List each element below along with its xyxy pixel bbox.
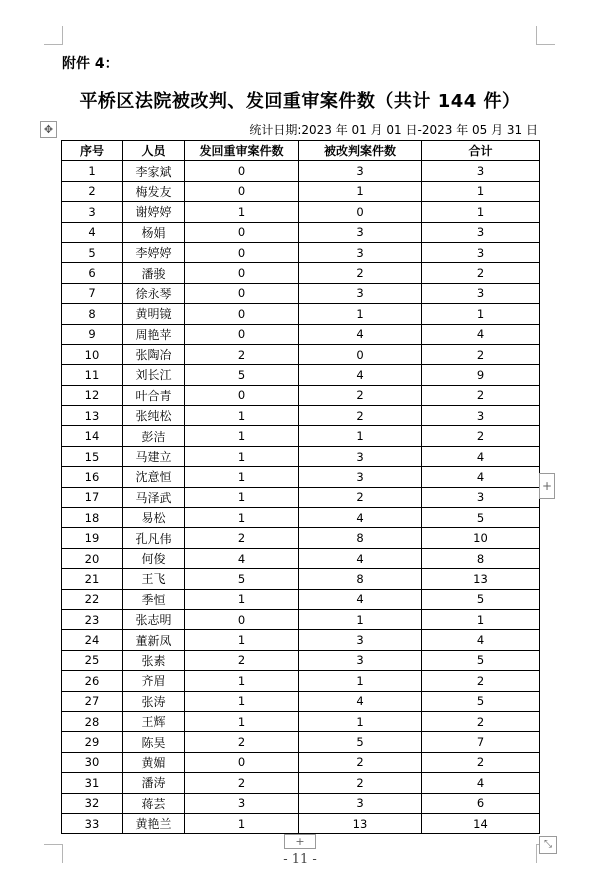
header-person: 人员 — [123, 141, 185, 161]
cell-person-name: 张陶冶 — [123, 344, 185, 364]
cell-remanded-count: 1 — [185, 426, 299, 446]
cell-person-name: 李家斌 — [123, 161, 185, 181]
cell-revised-count: 2 — [299, 385, 422, 405]
cell-remanded-count: 0 — [185, 283, 299, 303]
cell-serial-number: 20 — [62, 548, 123, 568]
cell-total: 2 — [422, 344, 540, 364]
crop-mark-top-left — [44, 26, 63, 45]
cell-remanded-count: 2 — [185, 773, 299, 793]
cell-serial-number: 15 — [62, 446, 123, 466]
cell-revised-count: 3 — [299, 161, 422, 181]
cell-remanded-count: 0 — [185, 324, 299, 344]
cell-revised-count: 3 — [299, 467, 422, 487]
cell-total: 5 — [422, 691, 540, 711]
table-move-handle-icon[interactable]: ✥ — [40, 121, 57, 138]
cell-person-name: 沈意恒 — [123, 467, 185, 487]
cell-total: 3 — [422, 487, 540, 507]
cell-revised-count: 0 — [299, 202, 422, 222]
cell-person-name: 季恒 — [123, 589, 185, 609]
cell-total: 4 — [422, 467, 540, 487]
table-row — [62, 202, 540, 222]
cell-remanded-count: 1 — [185, 589, 299, 609]
cell-serial-number: 24 — [62, 630, 123, 650]
cell-remanded-count: 5 — [185, 569, 299, 589]
cell-serial-number: 33 — [62, 813, 123, 833]
cell-serial-number: 4 — [62, 222, 123, 242]
cell-person-name: 谢婷婷 — [123, 202, 185, 222]
crop-mark-top-right — [536, 26, 555, 45]
table-row — [62, 711, 540, 731]
cell-remanded-count: 1 — [185, 406, 299, 426]
table-row — [62, 773, 540, 793]
table-row — [62, 222, 540, 242]
table-header-row — [62, 141, 540, 161]
cell-person-name: 张纯松 — [123, 406, 185, 426]
cell-revised-count: 0 — [299, 344, 422, 364]
cell-total: 3 — [422, 222, 540, 242]
cell-remanded-count: 2 — [185, 344, 299, 364]
cell-serial-number: 18 — [62, 508, 123, 528]
table-row — [62, 406, 540, 426]
cell-serial-number: 19 — [62, 528, 123, 548]
cell-serial-number: 12 — [62, 385, 123, 405]
table-resize-handle-icon[interactable]: ⤡ — [539, 836, 557, 854]
cell-serial-number: 3 — [62, 202, 123, 222]
cell-serial-number: 5 — [62, 242, 123, 262]
cell-total: 1 — [422, 304, 540, 324]
cell-remanded-count: 0 — [185, 161, 299, 181]
cell-remanded-count: 5 — [185, 365, 299, 385]
cell-total: 8 — [422, 548, 540, 568]
cell-remanded-count: 0 — [185, 609, 299, 629]
table-row — [62, 385, 540, 405]
table-row — [62, 324, 540, 344]
cell-serial-number: 31 — [62, 773, 123, 793]
cell-revised-count: 3 — [299, 446, 422, 466]
cell-serial-number: 23 — [62, 609, 123, 629]
header-serial-number: 序号 — [62, 141, 123, 161]
cell-revised-count: 4 — [299, 365, 422, 385]
cell-revised-count: 3 — [299, 630, 422, 650]
cell-serial-number: 11 — [62, 365, 123, 385]
cell-revised-count: 3 — [299, 222, 422, 242]
cell-remanded-count: 1 — [185, 671, 299, 691]
cell-person-name: 潘骏 — [123, 263, 185, 283]
cell-total: 3 — [422, 283, 540, 303]
cell-remanded-count: 2 — [185, 528, 299, 548]
cell-total: 3 — [422, 406, 540, 426]
table-row — [62, 242, 540, 262]
cell-total: 10 — [422, 528, 540, 548]
cell-total: 14 — [422, 813, 540, 833]
cell-total: 9 — [422, 365, 540, 385]
table-row — [62, 446, 540, 466]
cell-person-name: 潘涛 — [123, 773, 185, 793]
cell-total: 2 — [422, 263, 540, 283]
cell-serial-number: 26 — [62, 671, 123, 691]
statistics-date: 统计日期:2023 年 01 月 01 日-2023 年 05 月 31 日 — [249, 123, 538, 137]
cell-total: 2 — [422, 711, 540, 731]
cell-person-name: 徐永琴 — [123, 283, 185, 303]
cell-remanded-count: 2 — [185, 650, 299, 670]
cell-person-name: 王飞 — [123, 569, 185, 589]
cell-revised-count: 4 — [299, 548, 422, 568]
cell-revised-count: 1 — [299, 711, 422, 731]
cell-person-name: 马建立 — [123, 446, 185, 466]
cell-revised-count: 2 — [299, 773, 422, 793]
cell-remanded-count: 1 — [185, 446, 299, 466]
cell-revised-count: 4 — [299, 589, 422, 609]
cell-revised-count: 8 — [299, 569, 422, 589]
cell-serial-number: 29 — [62, 732, 123, 752]
table-row — [62, 344, 540, 364]
cell-remanded-count: 0 — [185, 385, 299, 405]
cell-remanded-count: 1 — [185, 487, 299, 507]
cell-person-name: 梅发友 — [123, 181, 185, 201]
cell-serial-number: 8 — [62, 304, 123, 324]
cell-revised-count: 1 — [299, 304, 422, 324]
cell-person-name: 黄媚 — [123, 752, 185, 772]
cell-remanded-count: 2 — [185, 732, 299, 752]
header-total: 合计 — [422, 141, 540, 161]
table-row — [62, 589, 540, 609]
cell-revised-count: 8 — [299, 528, 422, 548]
cell-serial-number: 32 — [62, 793, 123, 813]
cell-remanded-count: 0 — [185, 263, 299, 283]
header-remanded-count: 发回重审案件数 — [185, 141, 299, 161]
add-column-button[interactable]: + — [539, 473, 555, 499]
cell-person-name: 何俊 — [123, 548, 185, 568]
cell-serial-number: 22 — [62, 589, 123, 609]
attachment-label: 附件 4： — [62, 56, 119, 72]
cell-remanded-count: 0 — [185, 304, 299, 324]
table-row — [62, 569, 540, 589]
cell-serial-number: 7 — [62, 283, 123, 303]
cell-revised-count: 2 — [299, 487, 422, 507]
table-row — [62, 263, 540, 283]
cell-remanded-count: 1 — [185, 630, 299, 650]
table-row — [62, 365, 540, 385]
cell-remanded-count: 3 — [185, 793, 299, 813]
table-row — [62, 650, 540, 670]
cell-total: 4 — [422, 446, 540, 466]
table-row — [62, 671, 540, 691]
document-title: 平桥区法院被改判、发回重审案件数（共计 144 件） — [79, 91, 521, 112]
cell-remanded-count: 0 — [185, 242, 299, 262]
cell-person-name: 易松 — [123, 508, 185, 528]
cell-total: 5 — [422, 650, 540, 670]
cell-person-name: 蒋芸 — [123, 793, 185, 813]
table-row — [62, 752, 540, 772]
cell-serial-number: 17 — [62, 487, 123, 507]
cell-revised-count: 3 — [299, 242, 422, 262]
cell-person-name: 张志明 — [123, 609, 185, 629]
cell-remanded-count: 1 — [185, 813, 299, 833]
cell-serial-number: 1 — [62, 161, 123, 181]
cell-total: 3 — [422, 161, 540, 181]
cell-person-name: 杨娟 — [123, 222, 185, 242]
table-row — [62, 426, 540, 446]
table-row — [62, 528, 540, 548]
cell-total: 2 — [422, 385, 540, 405]
cell-total: 2 — [422, 752, 540, 772]
cell-revised-count: 1 — [299, 181, 422, 201]
cell-revised-count: 2 — [299, 752, 422, 772]
table-row — [62, 467, 540, 487]
cell-remanded-count: 1 — [185, 467, 299, 487]
cell-total: 13 — [422, 569, 540, 589]
cell-remanded-count: 4 — [185, 548, 299, 568]
cell-person-name: 叶合青 — [123, 385, 185, 405]
cell-total: 3 — [422, 242, 540, 262]
cell-revised-count: 4 — [299, 691, 422, 711]
cell-person-name: 齐眉 — [123, 671, 185, 691]
table-row — [62, 304, 540, 324]
cell-total: 5 — [422, 508, 540, 528]
table-row — [62, 813, 540, 833]
cell-serial-number: 6 — [62, 263, 123, 283]
table-row — [62, 548, 540, 568]
table-row — [62, 630, 540, 650]
cell-remanded-count: 0 — [185, 752, 299, 772]
table-row — [62, 732, 540, 752]
cell-serial-number: 25 — [62, 650, 123, 670]
cell-revised-count: 4 — [299, 324, 422, 344]
header-revised-count: 被改判案件数 — [299, 141, 422, 161]
cell-person-name: 马泽武 — [123, 487, 185, 507]
cell-total: 1 — [422, 202, 540, 222]
cell-serial-number: 13 — [62, 406, 123, 426]
cell-total: 1 — [422, 609, 540, 629]
cell-revised-count: 3 — [299, 793, 422, 813]
cell-revised-count: 13 — [299, 813, 422, 833]
cell-remanded-count: 1 — [185, 202, 299, 222]
table-row — [62, 283, 540, 303]
cell-revised-count: 5 — [299, 732, 422, 752]
cell-revised-count: 1 — [299, 671, 422, 691]
cell-person-name: 王辉 — [123, 711, 185, 731]
cell-revised-count: 1 — [299, 426, 422, 446]
table-row — [62, 691, 540, 711]
cell-revised-count: 4 — [299, 508, 422, 528]
cell-total: 4 — [422, 630, 540, 650]
cell-revised-count: 2 — [299, 263, 422, 283]
cell-total: 2 — [422, 671, 540, 691]
cell-remanded-count: 0 — [185, 181, 299, 201]
cell-serial-number: 28 — [62, 711, 123, 731]
table-row — [62, 793, 540, 813]
cell-person-name: 张素 — [123, 650, 185, 670]
cell-person-name: 刘长江 — [123, 365, 185, 385]
cell-total: 5 — [422, 589, 540, 609]
cell-person-name: 黄明镜 — [123, 304, 185, 324]
cell-remanded-count: 1 — [185, 711, 299, 731]
cell-person-name: 陈昊 — [123, 732, 185, 752]
cell-serial-number: 27 — [62, 691, 123, 711]
cell-total: 4 — [422, 773, 540, 793]
cell-total: 1 — [422, 181, 540, 201]
cell-person-name: 黄艳兰 — [123, 813, 185, 833]
cell-revised-count: 3 — [299, 283, 422, 303]
cell-person-name: 孔凡伟 — [123, 528, 185, 548]
table-row — [62, 487, 540, 507]
cell-serial-number: 14 — [62, 426, 123, 446]
cell-total: 7 — [422, 732, 540, 752]
page-number: - 11 - — [283, 852, 317, 867]
cell-person-name: 李婷婷 — [123, 242, 185, 262]
cell-person-name: 董新凤 — [123, 630, 185, 650]
cell-remanded-count: 1 — [185, 691, 299, 711]
cell-serial-number: 10 — [62, 344, 123, 364]
cell-total: 6 — [422, 793, 540, 813]
cell-serial-number: 16 — [62, 467, 123, 487]
cell-remanded-count: 1 — [185, 508, 299, 528]
cell-person-name: 张涛 — [123, 691, 185, 711]
cell-serial-number: 30 — [62, 752, 123, 772]
cell-remanded-count: 0 — [185, 222, 299, 242]
cell-serial-number: 9 — [62, 324, 123, 344]
cell-serial-number: 2 — [62, 181, 123, 201]
cell-revised-count: 3 — [299, 650, 422, 670]
cell-revised-count: 1 — [299, 609, 422, 629]
cell-person-name: 周艳苹 — [123, 324, 185, 344]
table-row — [62, 181, 540, 201]
table-row — [62, 508, 540, 528]
table-row — [62, 609, 540, 629]
cell-person-name: 彭洁 — [123, 426, 185, 446]
cell-total: 4 — [422, 324, 540, 344]
add-row-button[interactable]: + — [284, 834, 316, 849]
cell-serial-number: 21 — [62, 569, 123, 589]
cell-revised-count: 2 — [299, 406, 422, 426]
cell-total: 2 — [422, 426, 540, 446]
case-count-table — [61, 140, 540, 834]
table-row — [62, 161, 540, 181]
